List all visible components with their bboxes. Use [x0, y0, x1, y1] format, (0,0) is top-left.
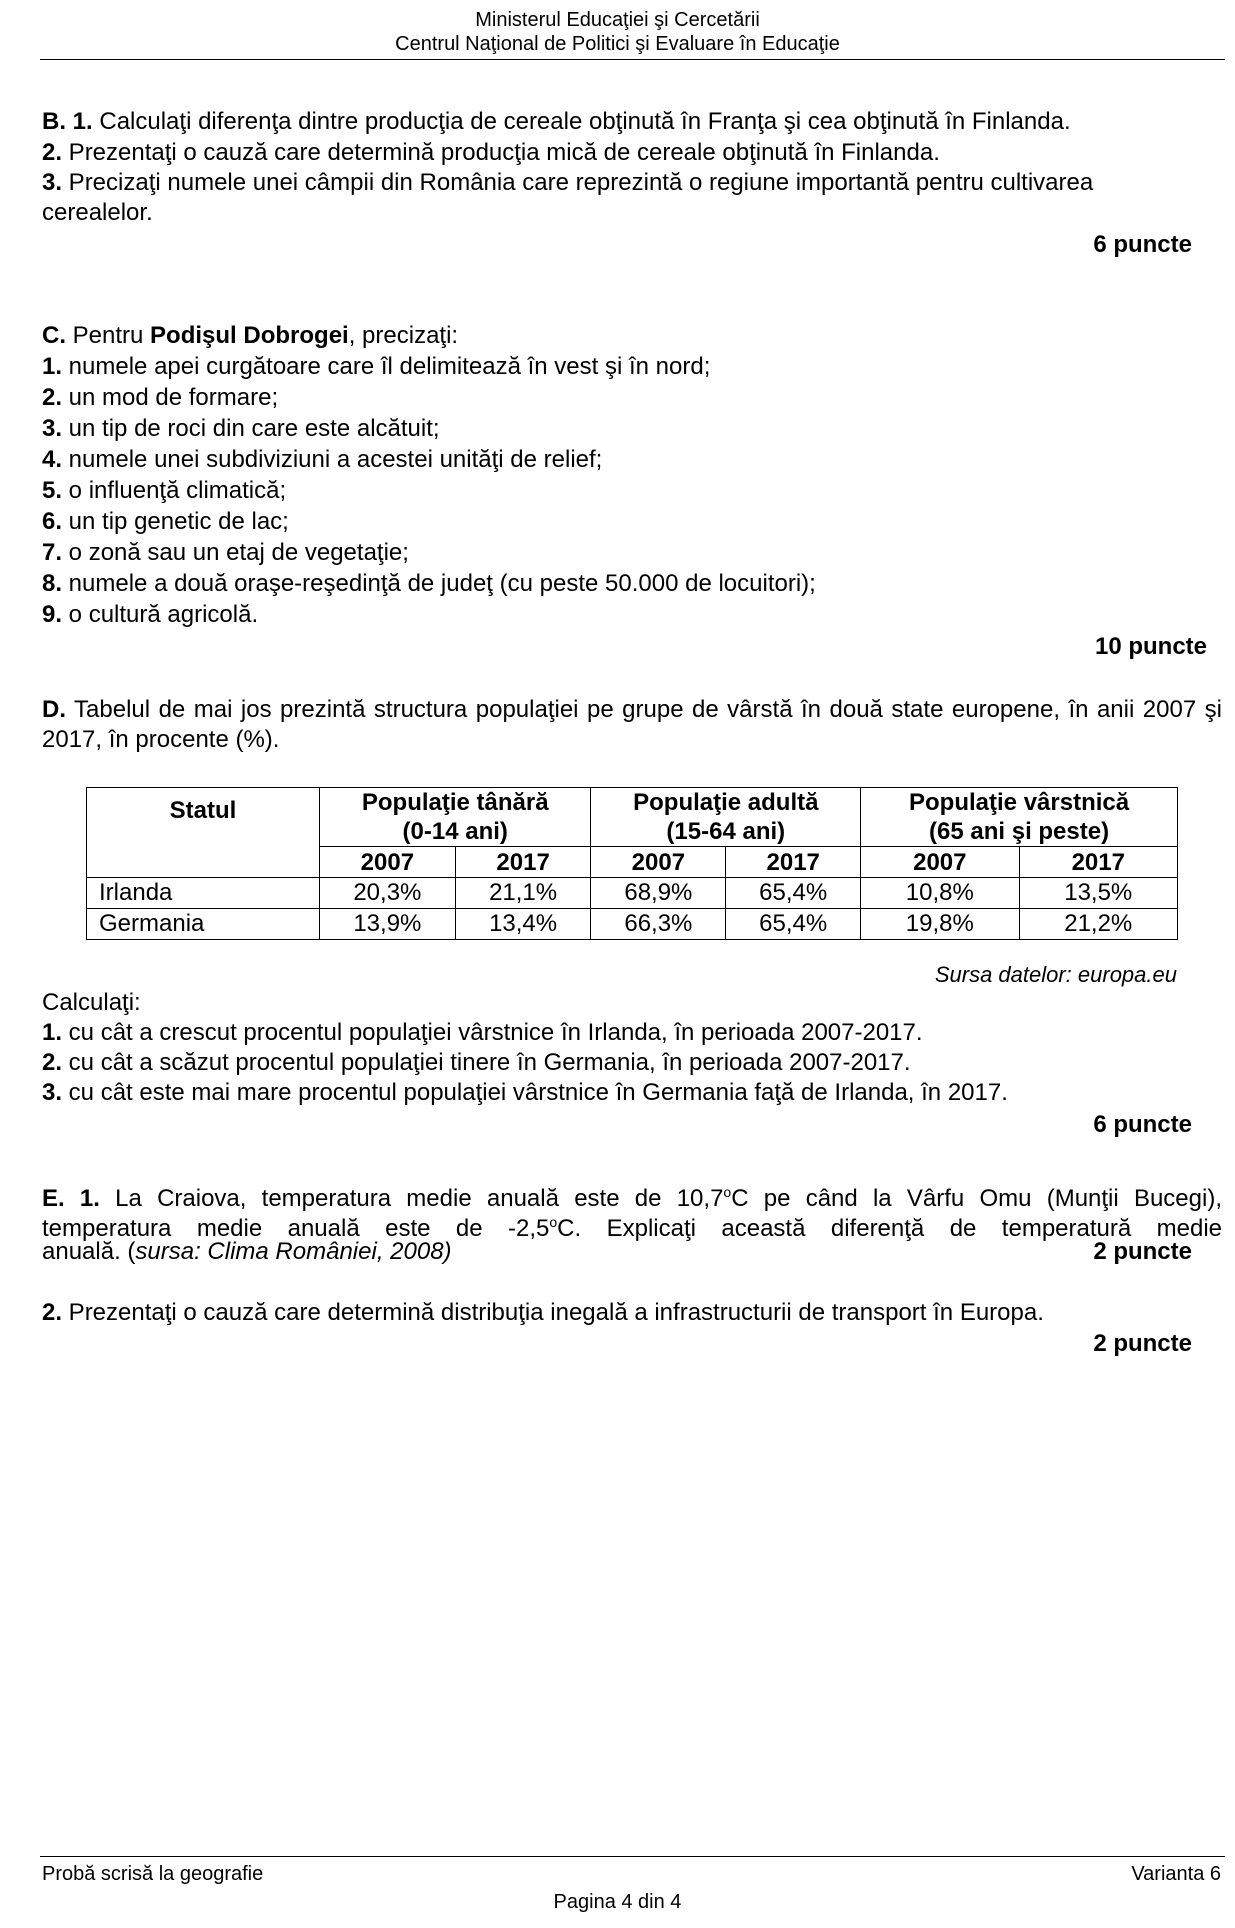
c-item: 9. o cultură agricolă. — [42, 601, 259, 628]
table-cell: 20,3% — [320, 878, 456, 909]
c-intro: C. Pentru Podişul Dobrogei, precizaţi: — [42, 322, 459, 349]
table-cell: 65,4% — [726, 909, 861, 940]
table-cell: 21,1% — [455, 878, 591, 909]
year-header: 2017 — [726, 847, 861, 878]
b-question-1: B. 1. Calculaţi diferenţa dintre producţia de cereale obţinută în Franţa şi cea obţinută în Finlanda. — [42, 108, 1071, 135]
e-question-1-end: anuală. (sursa: Clima României, 2008) — [42, 1238, 452, 1265]
d-calc: Calculaţi: — [42, 989, 141, 1016]
table-cell: 19,8% — [861, 909, 1019, 940]
population-table — [86, 787, 1178, 940]
col-elderly: Populaţie vârstnică (65 ani şi peste) — [861, 788, 1178, 847]
c-item: 1. numele apei curgătoare care îl delimitează în vest şi în nord; — [42, 353, 711, 380]
table-cell: 13,9% — [320, 909, 456, 940]
b-question-3: 3. Precizaţi numele unei câmpii din România care reprezintă o regiune importantă pentru cultivarea — [42, 169, 1094, 196]
b-question-3-cont: cerealelor. — [42, 199, 153, 226]
table-cell: 21,2% — [1019, 909, 1177, 940]
header-rule — [40, 59, 1225, 60]
c-item: 5. o influenţă climatică; — [42, 477, 287, 504]
table-cell: 65,4% — [726, 878, 861, 909]
footer-variant: Varianta 6 — [1131, 1863, 1221, 1885]
year-header: 2017 — [455, 847, 591, 878]
e-question-1-cont: temperatura medie anuală este de -2,5$^o$C. Explicaţi această diferenţă de temperatură medie — [42, 1214, 1222, 1242]
d-item: 3. cu cât este mai mare procentul populaţiei vârstnice în Germania faţă de Irlanda, în 2017. — [42, 1079, 1008, 1106]
table-cell: 66,3% — [591, 909, 726, 940]
page-number: Pagina 4 din 4 — [553, 1891, 682, 1913]
table-row — [87, 909, 1178, 940]
e-question-1: E. 1. La Craiova, temperatura medie anuală este de 10,7$^o$C pe când la Vârfu Omu (Munţii Bucegi), — [42, 1184, 1222, 1212]
row-name: Irlanda — [87, 878, 320, 909]
d-item: 1. cu cât a crescut procentul populaţiei vârstnice în Irlanda, în perioada 2007-2017. — [42, 1019, 923, 1046]
d-intro: D. Tabelul de mai jos prezintă structura populaţiei pe grupe de vârstă în două state europene, în anii 2007 şi 2017, în procente (%). — [42, 696, 1222, 753]
e-points-2: 2 puncte — [1093, 1330, 1192, 1357]
col-young: Populaţie tânără (0-14 ani) — [320, 788, 591, 847]
footer-exam: Probă scrisă la geografie — [42, 1863, 264, 1885]
table-cell: 13,4% — [455, 909, 591, 940]
b-points: 6 puncte — [1093, 231, 1192, 258]
e-question-2: 2. Prezentaţi o cauză care determină distribuţia inegală a infrastructurii de transport în Europa. — [42, 1299, 1044, 1326]
c-item: 6. un tip genetic de lac; — [42, 508, 289, 535]
c-item: 2. un mod de formare; — [42, 384, 279, 411]
d-points: 6 puncte — [1093, 1111, 1192, 1138]
table-source: Sursa datelor: europa.eu — [934, 962, 1177, 987]
c-item: 3. un tip de roci din care este alcătuit; — [42, 415, 440, 442]
table-row — [87, 878, 1178, 909]
table-cell: 10,8% — [861, 878, 1019, 909]
c-item: 7. o zonă sau un etaj de vegetaţie; — [42, 539, 409, 566]
table-cell: 68,9% — [591, 878, 726, 909]
e-points-1: 2 puncte — [1093, 1238, 1192, 1265]
header-ministry: Ministerul Educaţiei şi Cercetării — [475, 9, 760, 31]
b-question-2: 2. Prezentaţi o cauză care determină producţia mică de cereale obţinută în Finlanda. — [42, 139, 940, 166]
c-points: 10 puncte — [1094, 633, 1207, 660]
c-item: 8. numele a două oraşe-reşedinţă de judeţ (cu peste 50.000 de locuitori); — [42, 570, 816, 597]
col-state: Statul — [87, 788, 320, 878]
table-cell: 13,5% — [1019, 878, 1177, 909]
d-item: 2. cu cât a scăzut procentul populaţiei tinere în Germania, în perioada 2007-2017. — [42, 1049, 911, 1076]
c-item: 4. numele unei subdiviziuni a acestei unităţi de relief; — [42, 446, 603, 473]
header-center: Centrul Naţional de Politici şi Evaluare în Educaţie — [395, 33, 840, 55]
year-header: 2017 — [1019, 847, 1177, 878]
row-name: Germania — [87, 909, 320, 940]
col-adult: Populaţie adultă (15-64 ani) — [591, 788, 861, 847]
year-header: 2007 — [861, 847, 1019, 878]
year-header: 2007 — [591, 847, 726, 878]
year-header: 2007 — [320, 847, 456, 878]
footer-rule — [40, 1856, 1225, 1857]
